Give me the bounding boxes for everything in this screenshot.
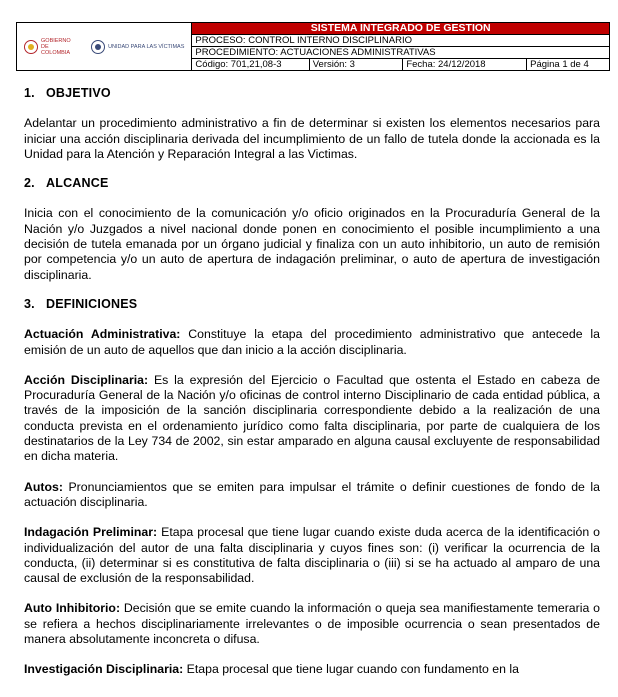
definition-term: Autos:	[24, 479, 63, 494]
page-number: Página 1 de 4	[527, 59, 610, 71]
definition-item	[24, 525, 600, 586]
definition-term: Investigación Disciplinaria:	[24, 662, 184, 677]
definition-item	[24, 480, 600, 511]
definition-text: Etapa procesal que tiene lugar cuando con fundamento en la	[183, 662, 519, 677]
unidad-logo-text: UNIDAD PARA LAS VÍCTIMAS	[108, 43, 185, 50]
section-heading-definiciones: 3. DEFINICIONES	[24, 296, 138, 311]
definition-term: Indagación Preliminar:	[24, 525, 158, 540]
document-header-table	[16, 22, 610, 71]
document-body	[24, 86, 600, 678]
document-code: Código: 701,21,08-3	[192, 59, 309, 71]
definition-term: Actuación Administrativa:	[24, 327, 181, 342]
definition-item	[24, 373, 600, 465]
document-version: Versión: 3	[309, 59, 403, 71]
definition-item	[24, 662, 600, 677]
process-label: PROCESO: CONTROL INTERNO DISCIPLINARIO	[192, 35, 610, 47]
definition-text: Decisión que se emite cuando la información o queja sea manifiestamente temeraria o se refiera a hechos disciplinariamente irrelevantes o de imposible ocurrencia o sean presentados de manera absolutamente inconcreta o difusa.	[24, 601, 600, 647]
document-date: Fecha: 24/12/2018	[403, 59, 527, 71]
gobierno-logo	[24, 38, 77, 56]
definition-text: Constituye la etapa del procedimiento administrativo que antecede la emisión de un auto de aquellos que dan inicio a la acción disciplinaria.	[24, 327, 600, 357]
unidad-victimas-logo	[91, 40, 184, 54]
definition-text: Es la expresión del Ejercicio o Facultad que ostenta el Estado en cabeza de Procuraduría General de la Nación y/o oficinas de control interno Disciplinario de cada entidad pública, a través de la imposición de la sanción disciplinaria correspondiente debido a la realización de una conducta prevista en el ordenamiento jurídico como falta disciplinaria, por parte de cualquiera de los destinatarios de la Ley 734 de 2002, sin estar amparado en alguna causal excluyente de responsabilidad en dicha materia.	[24, 372, 601, 464]
definition-term: Acción Disciplinaria:	[24, 372, 149, 387]
section-heading-objetivo: 1. OBJETIVO	[24, 86, 111, 100]
logos-cell	[17, 23, 192, 71]
definition-text: Etapa procesal que tiene lugar cuando existe duda acerca de la identificación o individualización del autor de una falta disciplinaria y cuyos fines son: (i) verificar la ocurrencia de la conducta, (ii) determinar si es constitutiva de falta disciplinaria o (iii) si se ha actuado al amparo de una causal de exclusión de la responsabilidad.	[24, 525, 600, 586]
definition-text: Pronunciamientos que se emiten para impulsar el trámite o definir cuestiones de fondo de la actuación disciplinaria.	[24, 479, 600, 509]
alcance-paragraph: Inicia con el conocimiento de la comunicación y/o oficio originados en la Procuraduría General de la Nación y/o Juzgados a nivel nacional donde ponen en conocimiento el posible incumplimiento a una decisión de tutela emanada por un órgano judicial y finaliza con un auto inhibitorio, un auto de remisión por competencia y/o un auto de apertura de indagación preliminar, o auto de apertura de investigación disciplinaria.	[24, 206, 600, 282]
objetivo-paragraph: Adelantar un procedimiento administrativo a fin de determinar si existen los elementos necesarios para iniciar una acción disciplinaria derivada del incumplimiento de un fallo de tutela donde la accionada es la Unidad para la Atención y Reparación Integral a las Victimas.	[24, 116, 600, 161]
gobierno-logo-text: GOBIERNO DE COLOMBIA	[41, 37, 71, 56]
definition-item	[24, 327, 600, 358]
system-title: SISTEMA INTEGRADO DE GESTION	[192, 23, 610, 35]
section-heading-alcance: 2. ALCANCE	[24, 176, 109, 191]
definition-item	[24, 601, 600, 647]
colombia-seal-icon	[24, 40, 38, 54]
definition-term: Auto Inhibitorio:	[24, 601, 121, 616]
unidad-seal-icon	[91, 40, 105, 54]
procedure-label: PROCEDIMIENTO: ACTUACIONES ADMINISTRATIVAS	[192, 47, 610, 59]
